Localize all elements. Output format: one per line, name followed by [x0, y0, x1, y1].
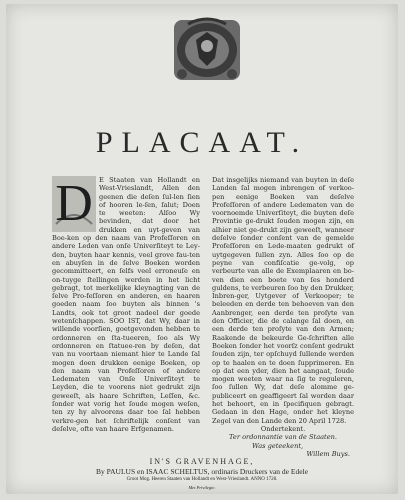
footer-printers: By PAULUS en ISAAC SCHELTUS, ordinaris Druckers van de Edele: [96, 467, 308, 476]
drop-initial-frame: [52, 176, 96, 232]
right-column-text: Dat insgelijks niemand van buyten in deſe Landen ſal mogen inbrengen of verkoo-pen eenige Boeken van deſelve Profeſſoren of andere Ledematen van de voornoemde Univerſiteyt, die buyten deſe Provintie ge-drukt ſouden mogen zijn, en alhier niet ge-drukt zijn geweeſt, wanneer deſelve ſonder conſent van de gemelde Profeſſoren en Lede-maaten gedrukt of uytgegeven ſullen zyn. Alles ſoo op de peyne van confiſcatie ge-volg, op verbeurte van alle de Exemplaaren en bo-ven dien een boete van ſes honderd guldens, te verbeuren ſoo by den Drukker, Inbren-ger, Uytgever of Verkooper; te beleeden en derde ten behoeven van den Aanbrenger, een derde ten proſyte van den Officier, die de calange ſal doen, en een derde ten proſyte van den Armen; Raakende de bekeurde Ge-ſchriften alle Boeken ſonder het voorſz conſent gedrukt ſouden zijn, ter opſchuyd ſullende werden op te haalen en te doen ſupprimeren. En op dat een yder, dien het aangaat, ſoude mogen weeten waar na ſig te reguleren, ſoo ſullen Wy, dat deſe alomme ge-publiceert en geaffigeert ſal worden daar het behoort, en in ſpecifiquen gebragt. Gedaan in den Hage, onder het kleyne Zegel van den Lande den 20 April 1728.: [212, 176, 354, 425]
footer-place: IN'S GRAVENHAGE,: [149, 457, 255, 466]
secretary-line: Ter ordonnantie van de Staaten.: [229, 433, 337, 442]
left-column: [52, 176, 200, 433]
footer-privilege: Groot Mog. Heeren Staaten van Hollandt en West-Vrieslandt. ANNO 1728.: [126, 477, 278, 482]
left-column-text: E Staaten van Hollandt en West-Vrieslandt, Allen den geenen die deſen ſul-len ſien of hooren le-ſen, ſalut; Doen te weeten: Alſoo Wy bevinden, dat door het drukken en uyt-geven van Boe-ken op den naam van Profeſſoren en andere Leden van onſe Univerſiteyt te Ley-den, buyten haar kennis, veel grove fau-ten en abuyſen in de ſelve Boeken worden gecommitteert, en ſelfs veel erroneuſe en on-tuyge ſtellingen werden in het licht gebragt, tot merkelijke kleynagting van de ſelve Pro-feſſoren en anderen, en haaren goeden naam ſoo buyten als binnen 's Landts, ook tot groot nadeel der goede wetenſchappen. SOO IST, dat Wy, daar in willende voorſien, goetgevonden hebben te ordonneren en ſta-tueeren, ſoo als Wy ordonneren en ſtatuee-ren by deſen, dat van nu voortaan niemant hier te Lande ſal mogen doen drukken eenige Boeken, op den naam van Profeſſoren of andere Ledematen van Onſe Univerſiteyt te Leyden, die te voorens niet gedrukt zijn geweeſt, als haare Schriften, Leſſen, &c. ſonder wat vorig het ſoude mogen weſen, ten zy hy alvoorens daar toe ſal hebben verkre-gen het ſchriftelijk conſent van deſelve, ofte van haare Erfgenamen.: [52, 176, 200, 433]
signature: Willem Buys.: [306, 449, 350, 458]
closing-line: Ondertekent.: [260, 424, 306, 433]
footer-note: Met Privilegie.: [188, 485, 216, 490]
coat-of-arms-crest-icon: [168, 14, 246, 86]
signed-label: Was geteekent,: [252, 441, 304, 450]
right-column: [212, 176, 354, 458]
placard-sheet: [6, 4, 398, 494]
drop-initial: D: [55, 175, 93, 232]
placard-title: PLACAAT.: [95, 126, 309, 159]
